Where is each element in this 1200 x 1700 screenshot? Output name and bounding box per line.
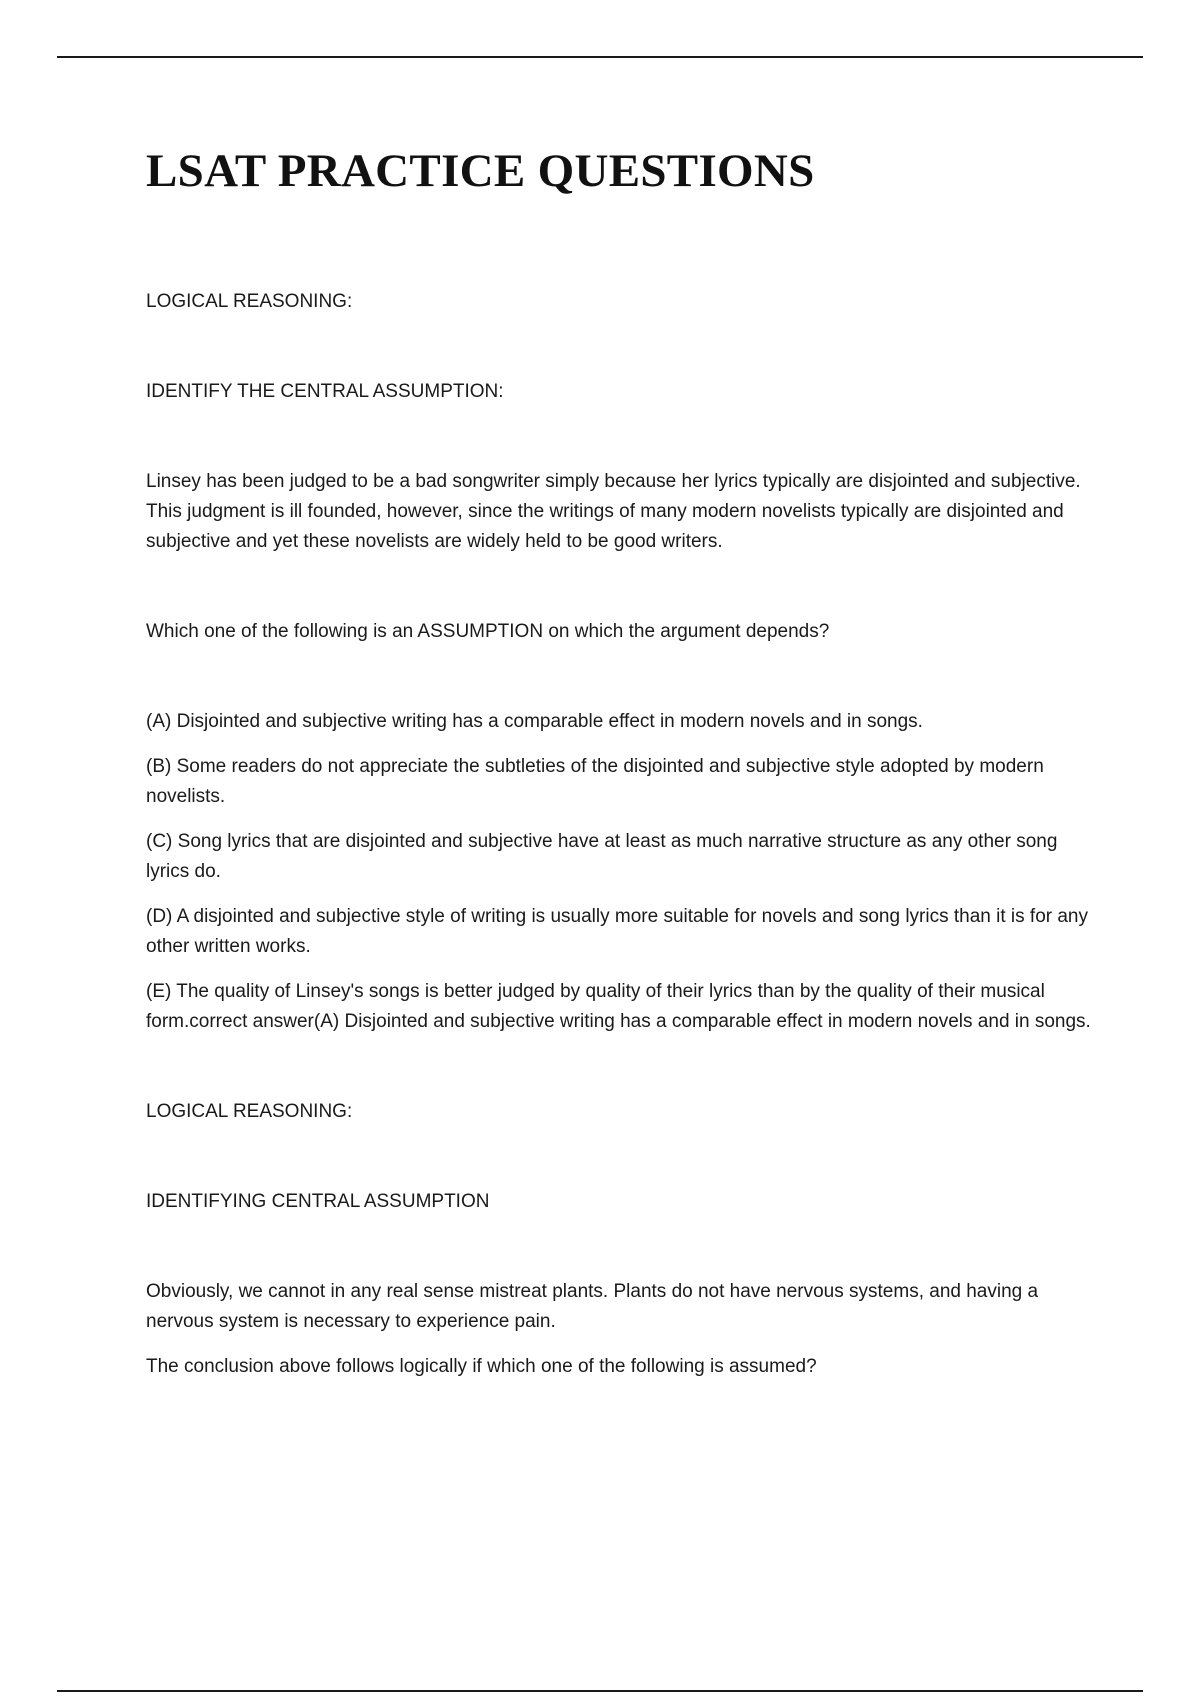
document-title: LSAT PRACTICE QUESTIONS [146,145,815,197]
question-stem: Which one of the following is an ASSUMPTION on which the argument depends? [146,621,830,642]
answer-option-e: (E) The quality of Linsey's songs is better judged by quality of their lyrics than by the quality of their musical form.correct answer(A) Disjointed and subjective writing has a comparable effect in modern novels and in songs. [146,981,1091,1032]
bottom-rule [57,1690,1143,1692]
answer-option-a: (A) Disjointed and subjective writing has a comparable effect in modern novels and in songs. [146,711,923,732]
top-rule [57,56,1143,58]
answer-option-d: (D) A disjointed and subjective style of writing is usually more suitable for novels and song lyrics than it is for any other written works. [146,906,1089,957]
question-stem: The conclusion above follows logically if which one of the following is assumed? [146,1356,817,1377]
section-category: LOGICAL REASONING: [146,291,353,312]
section-subcategory: IDENTIFY THE CENTRAL ASSUMPTION: [146,381,504,402]
section-category: LOGICAL REASONING: [146,1101,353,1122]
answer-option-c: (C) Song lyrics that are disjointed and subjective have at least as much narrative structure as any other song lyrics do. [146,831,1058,882]
question-passage: Obviously, we cannot in any real sense mistreat plants. Plants do not have nervous systems, and having a nervous system is necessary to experience pain. [146,1281,1039,1332]
document-body [146,140,1096,1382]
answer-option-b: (B) Some readers do not appreciate the subtleties of the disjointed and subjective style adopted by modern novelists. [146,756,1044,807]
section-subcategory: IDENTIFYING CENTRAL ASSUMPTION [146,1191,490,1212]
question-passage: Linsey has been judged to be a bad songwriter simply because her lyrics typically are disjointed and subjective. This judgment is ill founded, however, since the writings of many modern novelists typically are disjointed and subjective and yet these novelists are widely held to be good writers. [146,471,1081,552]
